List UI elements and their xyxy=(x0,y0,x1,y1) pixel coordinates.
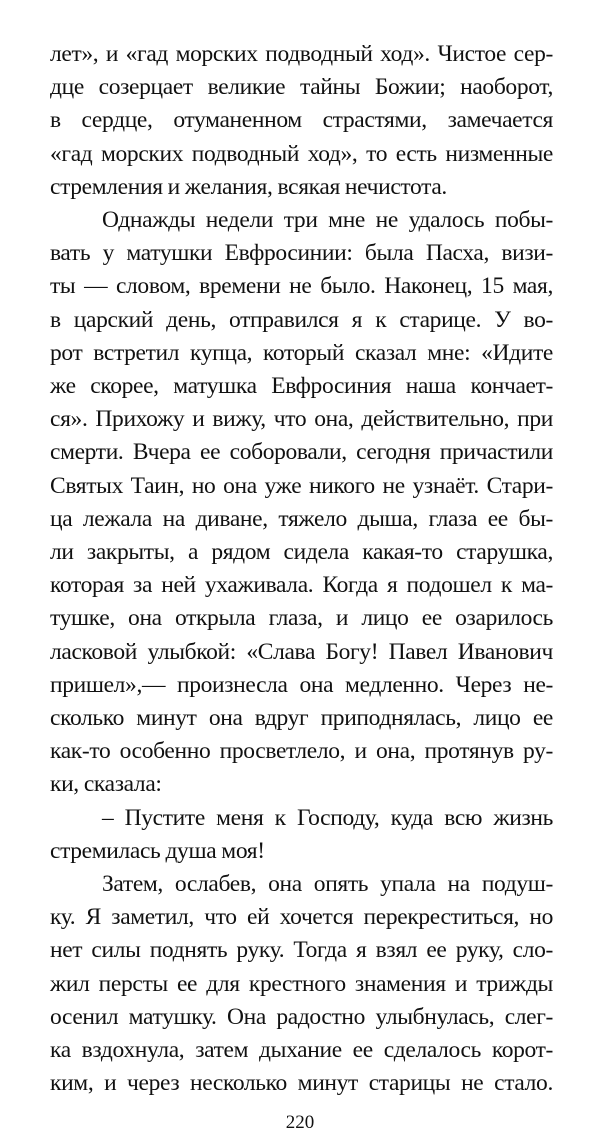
text-line: ку. Я заметил, что ей хочется перекреститься, но xyxy=(50,904,553,931)
text-line: жил персты ее для крестного знамения и трижды xyxy=(50,970,553,997)
text-line: Однажды недели три мне не удалось побы- xyxy=(102,207,553,234)
text-line: смерти. Вчера ее соборовали, сегодня причастили xyxy=(50,439,553,466)
text-line: ка вздохнула, затем дыхание ее сделалось корот- xyxy=(50,1037,553,1064)
text-line: стремилась душа моя! xyxy=(50,837,265,864)
body-text xyxy=(50,0,553,1101)
page-number: 220 xyxy=(285,1111,315,1133)
text-line: осенил матушку. Она радостно улыбнулась, слег- xyxy=(50,1003,553,1030)
text-line: как-то особенно просветлело, и она, протянув ру- xyxy=(50,738,553,765)
text-line: ца лежала на диване, тяжело дыша, глаза ее бы- xyxy=(50,505,553,532)
text-line: Святых Таин, но она уже никого не узнаёт. Стари- xyxy=(50,472,553,499)
text-line: ким, и через несколько минут старицы не стало. xyxy=(50,1070,553,1097)
text-line: ласковой улыбкой: «Слава Богу! Павел Иванович xyxy=(50,638,553,665)
text-line: ки, сказала: xyxy=(50,771,162,798)
text-line: нет силы поднять руку. Тогда я взял ее руку, сло- xyxy=(50,937,553,964)
text-line: же скорее, матушка Евфросиния наша кончает- xyxy=(50,373,553,400)
text-line: Затем, ослабев, она опять упала на подуш- xyxy=(102,871,553,898)
text-line: рот встретил купца, который сказал мне: «Идите xyxy=(50,339,553,366)
text-line: ли закрыты, а рядом сидела какая-то старушка, xyxy=(50,539,553,566)
text-line: в сердце, отуманенном страстями, замечается xyxy=(50,107,553,134)
text-line: – Пустите меня к Господу, куда всю жизнь xyxy=(102,804,553,831)
text-line: пришел»,— произнесла она медленно. Через не- xyxy=(50,671,553,698)
text-line: тушке, она открыла глаза, и лицо ее озарилось xyxy=(50,605,553,632)
text-line: ты — словом, времени не было. Наконец, 15 мая, xyxy=(50,273,553,300)
text-line: которая за ней ухаживала. Когда я подошел к ма- xyxy=(50,572,553,599)
text-line: стремления и желания, всякая нечистота. xyxy=(50,173,447,200)
text-line: лет», и «гад морских подводный ход». Чистое сер- xyxy=(50,41,553,67)
text-line: в царский день, отправился я к старице. У во- xyxy=(50,306,553,333)
text-line: «гад морских подводный ход», то есть низменные xyxy=(50,140,553,167)
text-line: вать у матушки Евфросинии: была Пасха, визи- xyxy=(50,240,553,267)
text-line: ся». Прихожу и вижу, что она, действительно, при xyxy=(50,406,553,433)
text-line: сколько минут она вдруг приподнялась, лицо ее xyxy=(50,705,553,732)
text-line: дце созерцает великие тайны Божии; наоборот, xyxy=(50,74,553,101)
